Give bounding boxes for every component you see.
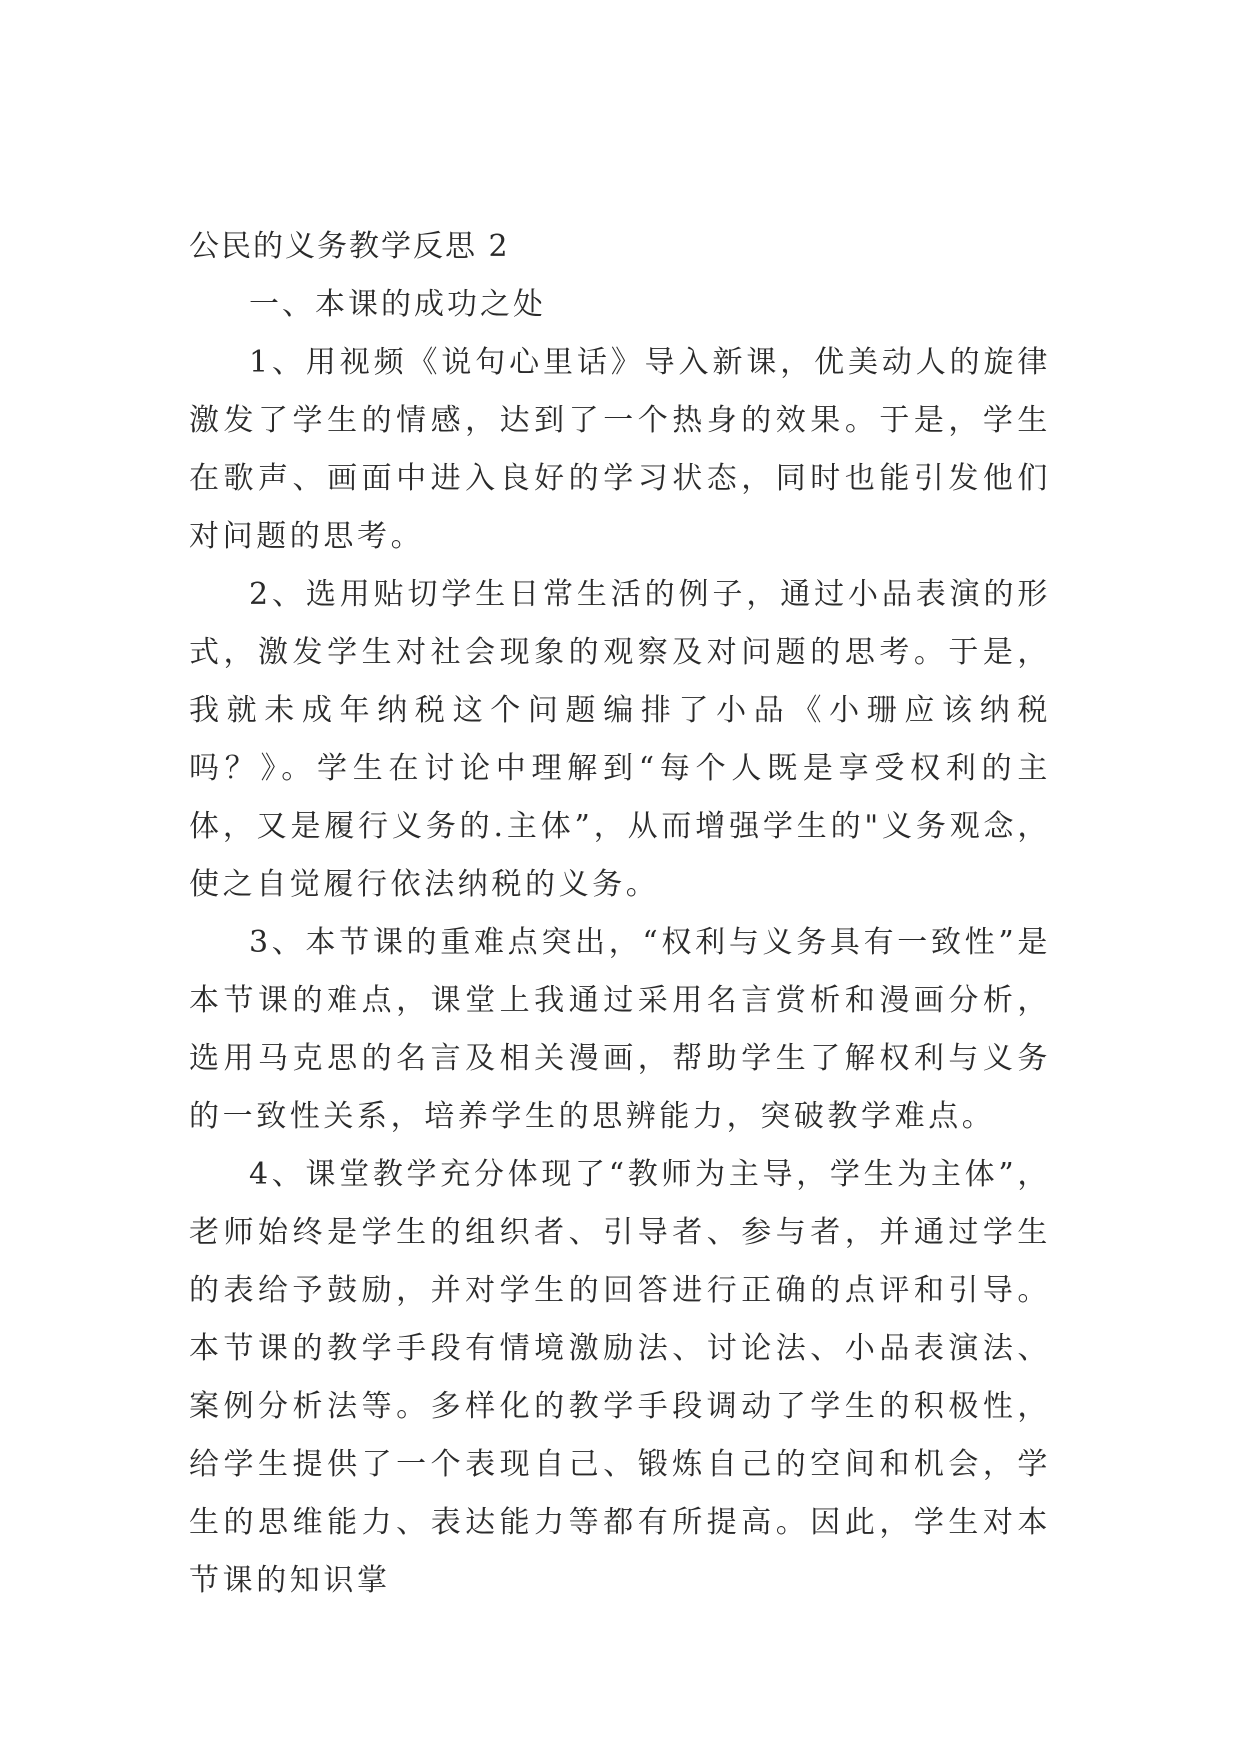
- paragraph-3: 3、本节课的重难点突出，“权利与义务具有一致性”是本节课的难点，课堂上我通过采用名言赏析和漫画分析，选用马克思的名言及相关漫画，帮助学生了解权利与义务的一致性关系，培养学生的思辨能力，突破教学难点。: [189, 925, 1051, 1134]
- paragraph-4: 4、课堂教学充分体现了“教师为主导，学生为主体”，老师始终是学生的组织者、引导者、参与者，并通过学生的表给予鼓励，并对学生的回答进行正确的点评和引导。本节课的教学手段有情境激励法、讨论法、小品表演法、案例分析法等。多样化的教学手段调动了学生的积极性，给学生提供了一个表现自己、锻炼自己的空间和机会，学生的思维能力、表达能力等都有所提高。因此，学生对本节课的知识掌: [189, 1157, 1051, 1598]
- paragraph-2: 2、选用贴切学生日常生活的例子，通过小品表演的形式，激发学生对社会现象的观察及对问题的思考。于是，我就未成年纳税这个问题编排了小品《小珊应该纳税吗？》。学生在讨论中理解到“每个人既是享受权利的主体，又是履行义务的.主体”，从而增强学生的"义务观念，使之自觉履行依法纳税的义务。: [189, 577, 1051, 902]
- document-body: [189, 218, 1051, 1610]
- section-heading: 一、本课的成功之处: [249, 287, 546, 322]
- paragraph-1: 1、用视频《说句心里话》导入新课，优美动人的旋律激发了学生的情感，达到了一个热身的效果。于是，学生在歌声、画面中进入良好的学习状态，同时也能引发他们对问题的思考。: [189, 345, 1051, 554]
- document-title: 公民的义务教学反思 2: [189, 229, 510, 264]
